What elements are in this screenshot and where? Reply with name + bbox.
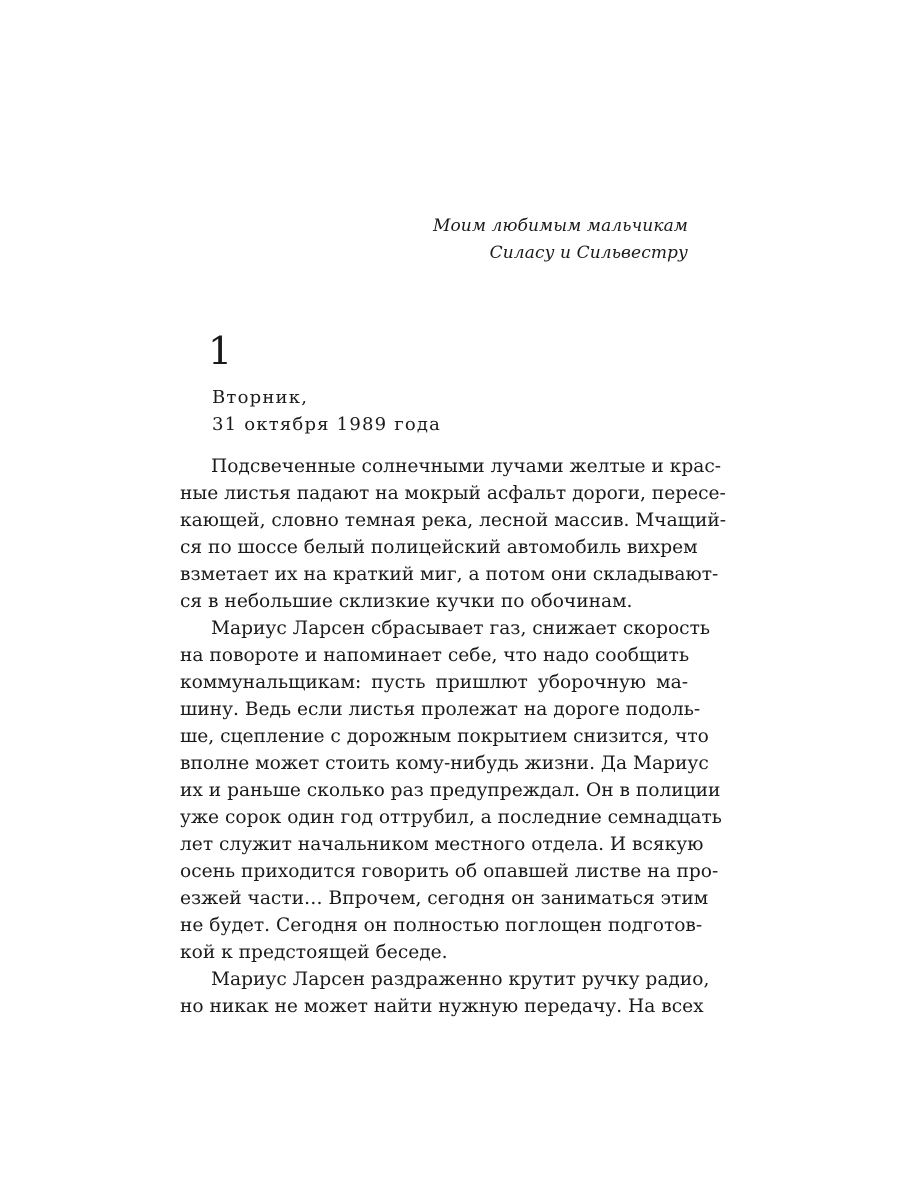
text-line: Мариус Ларсен раздраженно крутит ручку радио, [211,969,710,990]
chapter-number: 1 [208,329,233,373]
text-line: на повороте и напоминает себе, что надо сообщить [180,645,690,666]
text-line: коммунальщикам: пусть пришлют уборочную ма- [180,672,688,693]
text-line: осень приходится говорить об опавшей листве на про- [180,861,719,882]
text-line: вполне может стоить кому-нибудь жизни. Да Мариус [180,753,709,774]
text-line: взметает их на краткий миг, а потом они складывают- [180,564,719,585]
text-line: уже сорок один год оттрубил, а последние семнадцать [180,807,722,828]
text-line: шину. Ведь если листья пролежат на дороге подоль- [180,699,701,720]
text-line: лет служит начальником местного отдела. И всякую [180,834,704,855]
dedication-line: Моим любимым мальчикам [432,216,688,236]
body-text [180,453,727,1020]
text-line: езжей части… Впрочем, сегодня он заниматься этим [180,888,709,909]
dedication [433,213,688,267]
text-line: их и раньше сколько раз предупреждал. Он в полиции [180,780,721,801]
text-line: ные листья падают на мокрый асфальт дороги, пересе- [180,483,726,504]
text-line: но никак не может найти нужную передачу. На всех [180,996,704,1017]
text-line: кающей, словно темная река, лесной массив. Мчащий- [180,510,727,531]
text-line: кой к предстоящей беседе. [180,942,448,963]
chapter-date [212,384,441,438]
dedication-line: Силасу и Сильвестру [489,243,688,263]
chapter-date-weekday: Вторник, [212,387,309,408]
text-line: ся в небольшие склизкие кучки по обочинам. [180,591,633,612]
text-line: Подсвеченные солнечными лучами желтые и крас- [211,456,722,477]
text-line: ше, сцепление с дорожным покрытием снизится, что [180,726,709,747]
text-line: Мариус Ларсен сбрасывает газ, снижает скорость [211,618,710,639]
text-line: не будет. Сегодня он полностью поглощен подготов- [180,915,703,936]
text-line: ся по шоссе белый полицейский автомобиль вихрем [180,537,698,558]
chapter-date-full: 31 октября 1989 года [212,414,442,435]
